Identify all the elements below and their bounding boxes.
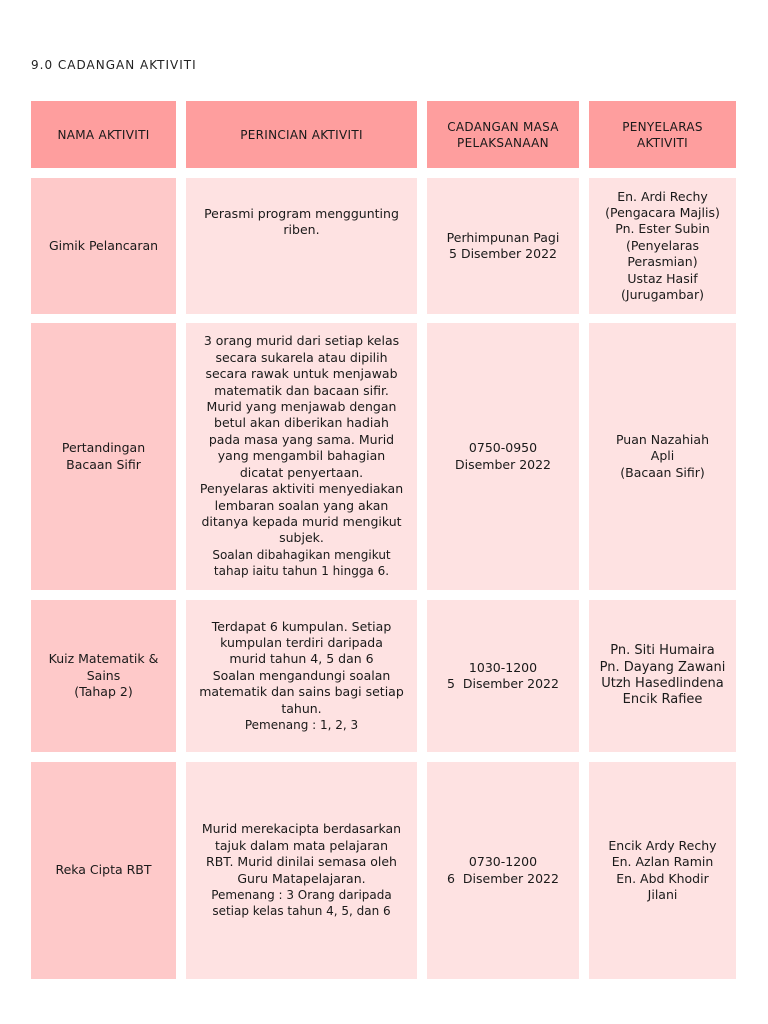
schedule-line: 5 Disember 2022 (447, 676, 559, 691)
activity-name-line: Sains (86, 667, 121, 683)
row-1-penyelaras (589, 178, 736, 314)
detail-line: secara sukarela atau dipilih (215, 349, 388, 365)
section-heading: 9.0 CADANGAN AKTIVITI (31, 58, 197, 72)
coordinator-line: Puan Nazahiah (615, 431, 709, 447)
detail-line: matematik dan sains bagi setiap (199, 684, 404, 700)
header-nama-label: NAMA AKTIVITI (57, 127, 150, 142)
header-penyelaras-line: PENYELARAS (622, 119, 703, 134)
header-nama-aktiviti (31, 101, 176, 168)
coordinator-line: Pn. Ester Subin (615, 221, 710, 237)
detail-line: murid tahun 4, 5 dan 6 (229, 651, 374, 667)
row-2-nama (31, 323, 176, 590)
row-2-masa (427, 323, 579, 590)
detail-line: tahap iaitu tahun 1 hingga 6. (213, 564, 390, 579)
schedule-line: Perhimpunan Pagi (446, 229, 560, 245)
activity-name-line: Gimik Pelancaran (48, 237, 159, 253)
detail-line: Murid merekacipta berdasarkan (201, 821, 402, 837)
schedule-line: 0750-0950 (468, 440, 538, 456)
row-3-masa (427, 600, 579, 752)
detail-line: ditanya kepada murid mengikut (201, 513, 402, 529)
detail-line: Pemenang : 1, 2, 3 (244, 718, 359, 733)
coordinator-line: Encik Rafiee (622, 692, 703, 708)
coordinator-line: Pn. Dayang Zawani (599, 659, 726, 675)
detail-line: matematik dan bacaan sifir. (214, 382, 389, 398)
header-penyelaras-line: AKTIVITI (636, 135, 689, 150)
activity-name-line: Bacaan Sifir (66, 456, 141, 472)
detail-line: Penyelaras aktiviti menyediakan (199, 481, 404, 497)
coordinator-line: Apli (650, 448, 675, 464)
coordinator-line: (Pengacara Majlis) (605, 204, 720, 220)
detail-line: Terdapat 6 kumpulan. Setiap (211, 618, 392, 634)
coordinator-line: Pn. Siti Humaira (610, 643, 715, 659)
detail-line: subjek. (279, 530, 324, 546)
coordinator-line: (Jurugambar) (621, 287, 704, 303)
detail-line: Guru Matapelajaran. (237, 870, 366, 886)
detail-line: setiap kelas tahun 4, 5, dan 6 (212, 904, 391, 919)
coordinator-line: Encik Ardy Rechy (608, 837, 717, 853)
schedule-line: 1030-1200 (468, 659, 538, 675)
coordinator-line: En. Abd Khodir (616, 870, 709, 886)
row-2-penyelaras (589, 323, 736, 590)
detail-line: riben. (283, 222, 320, 238)
coordinator-line: En. Ardi Rechy (617, 188, 708, 204)
detail-line: pada masa yang sama. Murid (208, 431, 395, 447)
coordinator-line: Perasmian) (627, 254, 698, 270)
row-1-nama (31, 178, 176, 314)
coordinator-line: (Penyelaras (625, 237, 700, 253)
header-penyelaras-aktiviti (589, 101, 736, 168)
header-cadangan-masa (427, 101, 579, 168)
header-masa-line: CADANGAN MASA (447, 119, 559, 134)
activity-name-line: Kuiz Matematik & (48, 651, 159, 667)
detail-line: dicatat penyertaan. (239, 464, 364, 480)
schedule-line: 5 Disember 2022 (449, 246, 557, 261)
activity-name-line: Reka Cipta RBT (55, 862, 152, 878)
activity-name-line: Pertandingan (61, 440, 146, 456)
row-1-perincian (186, 178, 417, 314)
row-4-nama (31, 762, 176, 979)
coordinator-line: Utzh Hasedlindena (601, 676, 724, 691)
activity-name-line: (Tahap 2) (74, 684, 133, 700)
coordinator-line: Jilani (647, 886, 678, 902)
row-4-penyelaras (589, 762, 736, 979)
row-2-perincian (186, 323, 417, 590)
detail-line: Soalan mengandungi soalan (212, 667, 391, 683)
detail-line: Perasmi program menggunting (204, 206, 399, 221)
row-4-masa (427, 762, 579, 979)
detail-line: 3 orang murid dari setiap kelas (203, 333, 400, 349)
detail-line: kumpulan terdiri daripada (220, 634, 383, 650)
detail-line: secara rawak untuk menjawab (205, 366, 398, 382)
header-masa-line: PELAKSANAAN (457, 135, 549, 150)
coordinator-line: En. Azlan Ramin (611, 854, 714, 870)
detail-line: Pemenang : 3 Orang daripada (211, 887, 392, 902)
detail-line: Soalan dibahagikan mengikut (212, 547, 391, 562)
header-perincian-label: PERINCIAN AKTIVITI (240, 127, 363, 142)
detail-line: lembaran soalan yang akan (214, 497, 389, 513)
coordinator-line: Ustaz Hasif (627, 270, 698, 286)
schedule-line: Disember 2022 (454, 456, 552, 472)
schedule-line: 0730-1200 (468, 854, 538, 870)
detail-line: yang mengambil bahagian (217, 448, 386, 464)
row-1-masa (427, 178, 579, 314)
header-perincian-aktiviti (186, 101, 417, 168)
detail-line: tajuk dalam mata pelajaran (214, 837, 389, 853)
row-3-penyelaras (589, 600, 736, 752)
row-3-perincian (186, 600, 417, 752)
schedule-line: 6 Disember 2022 (447, 870, 559, 886)
detail-line: Murid yang menjawab dengan (206, 399, 397, 415)
detail-line: RBT. Murid dinilai semasa oleh (206, 854, 397, 870)
row-3-nama (31, 600, 176, 752)
row-4-perincian (186, 762, 417, 979)
detail-line: betul akan diberikan hadiah (214, 415, 389, 431)
detail-line: tahun. (281, 700, 322, 716)
coordinator-line: (Bacaan Sifir) (620, 464, 705, 480)
